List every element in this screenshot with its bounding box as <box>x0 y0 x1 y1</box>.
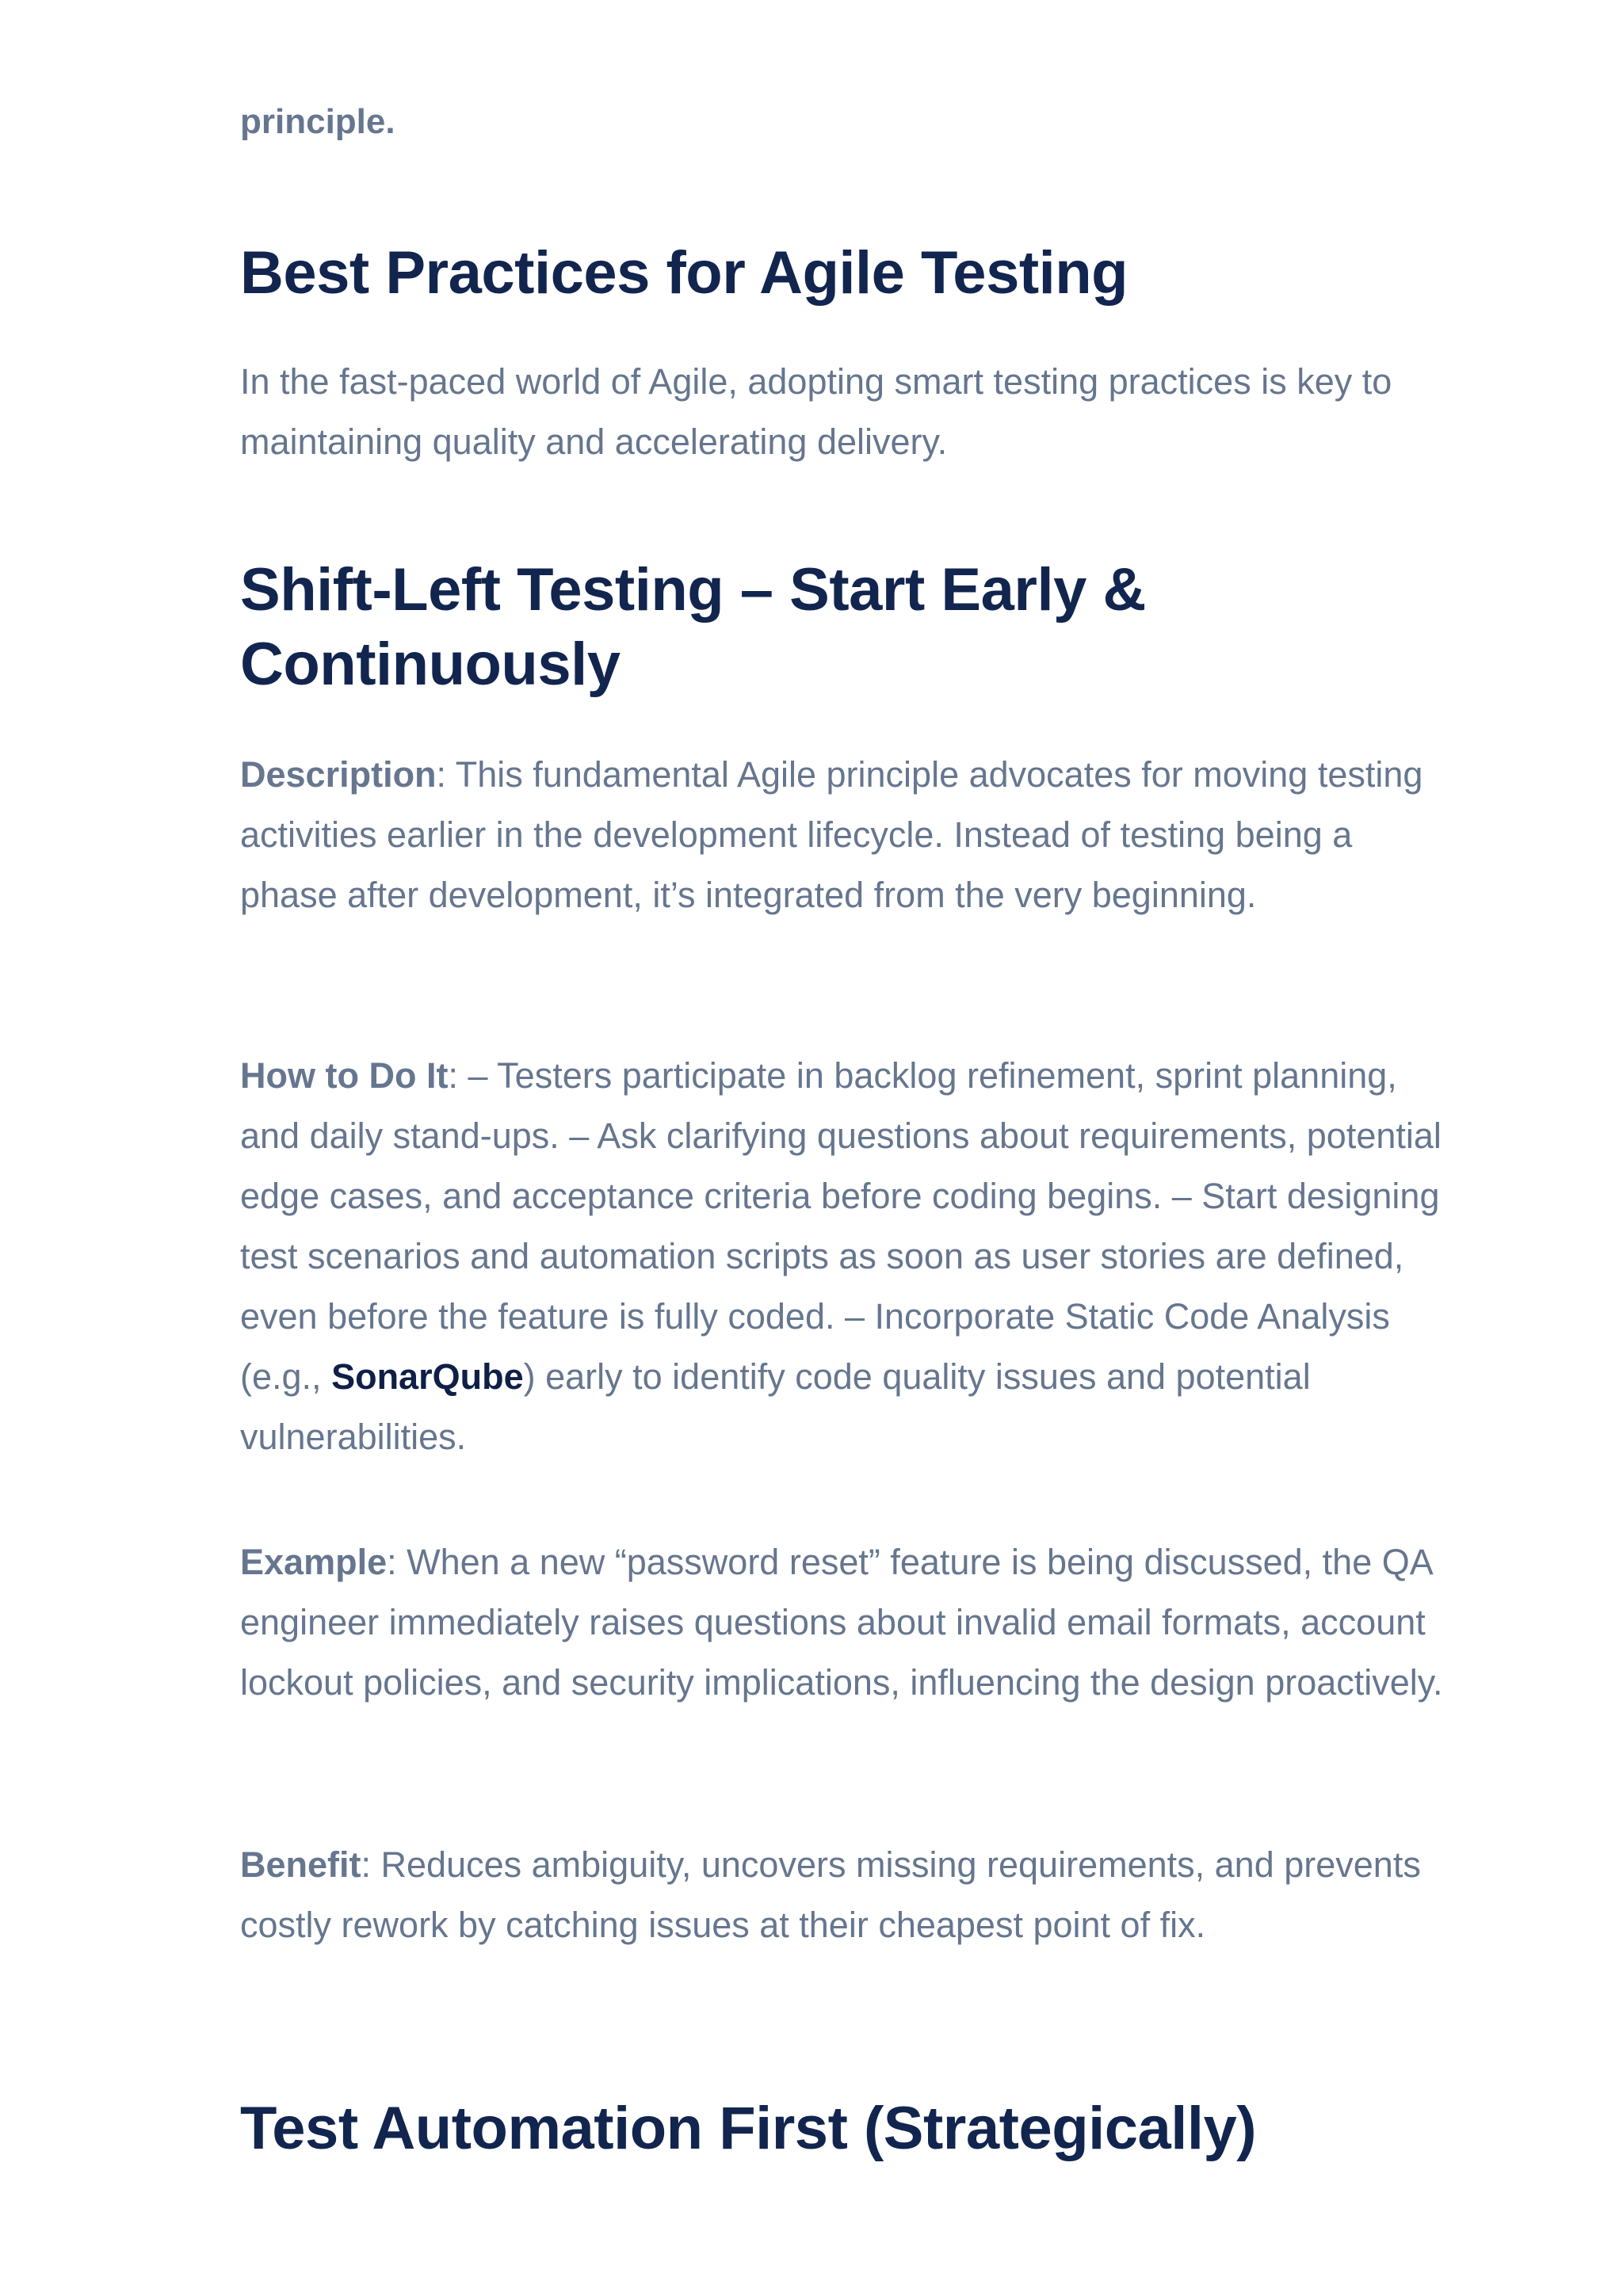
how-to-label: How to Do It <box>240 1055 449 1096</box>
benefit-paragraph <box>240 1835 1453 1955</box>
sonarqube-link[interactable]: SonarQube <box>331 1356 524 1397</box>
example-paragraph <box>240 1532 1453 1713</box>
description-label: Description <box>240 754 437 795</box>
how-to-paragraph <box>240 1046 1453 1467</box>
heading-test-automation-first: Test Automation First (Strategically) <box>240 2095 1257 2162</box>
heading-shift-left-testing: Shift-Left Testing – Start Early & Continuously <box>240 556 1146 698</box>
example-label: Example <box>240 1542 388 1582</box>
how-to-text-after: ) early to identify code quality issues and potential vulnerabilities. <box>240 1356 1311 1457</box>
how-to-text-before: : – Testers participate in backlog refinement, sprint planning, and daily stand-ups. – Ask clarifying questions about requirements, potential edge cases, and acceptance criteria before coding begins. – Start designing test scenarios and automation scripts as soon as user stories are defined, even before the feature is fully coded. – Incorporate Static Code Analysis (e.g., <box>240 1055 1442 1397</box>
description-paragraph <box>240 745 1453 925</box>
example-text: : When a new “password reset” feature is being discussed, the QA engineer immediately raises questions about invalid email formats, account lockout policies, and security implications, influencing the design proactively. <box>240 1542 1443 1703</box>
heading-best-practices: Best Practices for Agile Testing <box>240 239 1128 307</box>
description-text: : This fundamental Agile principle advocates for moving testing activities earlier in the development lifecycle. Instead of testing being a phase after development, it’s integrated from the very beginning. <box>240 754 1423 915</box>
benefit-text: : Reduces ambiguity, uncovers missing requirements, and prevents costly rework by catching issues at their cheapest point of fix. <box>240 1844 1421 1945</box>
previous-paragraph-fragment: principle. <box>240 102 395 141</box>
benefit-label: Benefit <box>240 1844 361 1885</box>
intro-paragraph: In the fast-paced world of Agile, adopting smart testing practices is key to maintaining quality and accelerating delivery. <box>240 361 1392 462</box>
